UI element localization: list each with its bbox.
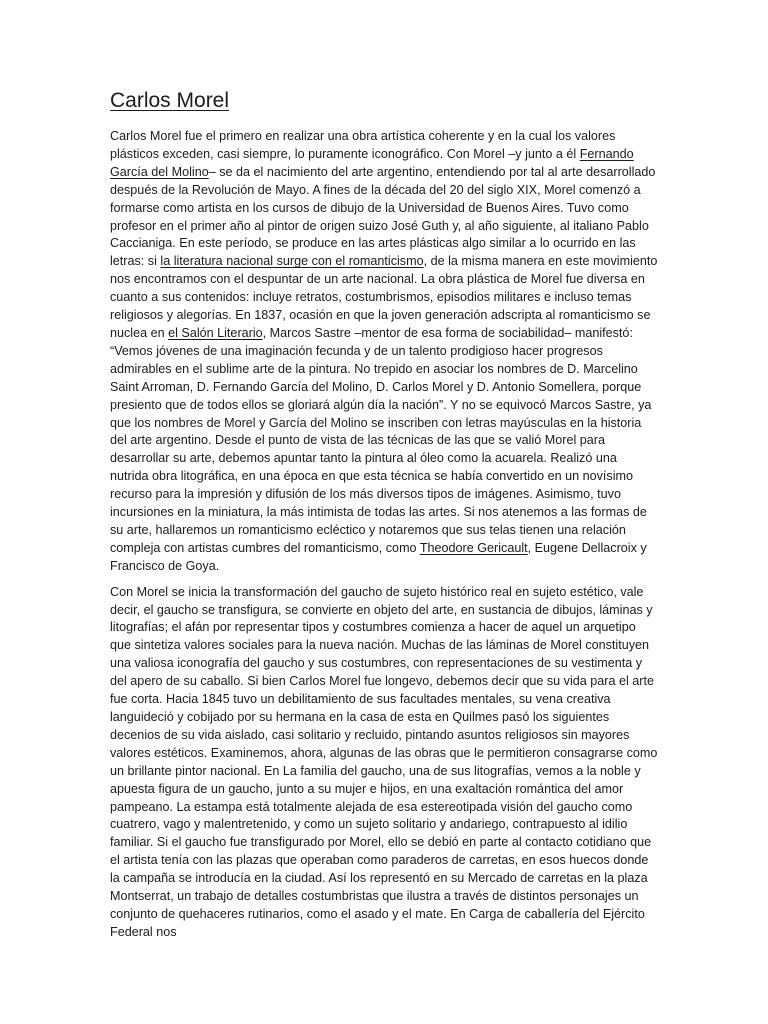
paragraph-1-text-5: , Eugene Dellacroix y Francisco de Goya. <box>110 540 647 573</box>
paragraph-1-text-2: – se da el nacimiento del arte argentino, entendiendo por tal al arte desarrollado después de la Revolución de Mayo. A fines de la década del 20 del siglo XIX, Morel comenzó a formarse como artista en los cursos de dibujo de la Universidad de Buenos Aires. Tuvo como profesor en el primer año al pintor de origen suizo José Guth y, al año siguiente, al italiano Pablo Caccianiga. En este período, se produce en las artes plásticas algo similar a lo ocurrido en las letras: si <box>110 164 656 269</box>
page-title: Carlos Morel <box>110 89 230 112</box>
link-fernando-garcia-del-molino[interactable]: Fernando García del Molino <box>110 146 634 179</box>
document-page <box>110 88 658 950</box>
paragraph-1-text-4: , Marcos Sastre –mentor de esa forma de sociabilidad– manifestó: “Vemos jóvenes de una imaginación fecunda y de un talento prodigioso hacer progresos admirables en el sublime arte de la pintura. No trepido en asociar los nombres de D. Marcelino Saint Arroman, D. Fernando García del Molino, D. Carlos Morel y D. Antonio Somellera, porque presiento que de todos ellos se gloriará algún día la nación”. Y no se equivocó Marcos Sastre, ya que los nombres de Morel y García del Molino se inscriben con letras mayúsculas en la historia del arte argentino. Desde el punto de vista de las técnicas de las que se valió Morel para desarrollar su arte, debemos apuntar tanto la pintura al óleo como la acuarela. Realizó una nutrida obra litográfica, en una época en que esta técnica se había convertido en un novísimo recurso para la impresión y difusión de los más diversos tipos de imágenes. Asimismo, tuvo incursiones en la miniatura, la más intimista de todas las artes. Si nos atenemos a las formas de su arte, hallaremos un romanticismo ecléctico y notaremos que sus telas tienen una relación compleja con artistas cumbres del romanticismo, como <box>110 325 652 555</box>
link-salon-literario[interactable]: el Salón Literario <box>168 325 263 340</box>
paragraph-1 <box>110 128 658 576</box>
link-literatura-nacional-romanticismo[interactable]: la literatura nacional surge con el romanticismo <box>160 254 424 269</box>
paragraph-1-text-3: , de la misma manera en este movimiento nos encontramos con el despuntar de un arte nacional. La obra plástica de Morel fue diversa en cuanto a sus contenidos: incluye retratos, costumbrismos, episodios militares e incluso temas religiosos y alegorías. En 1837, ocasión en que la joven generación adscripta al romanticismo se nuclea en <box>110 254 658 340</box>
paragraph-2: Con Morel se inicia la transformación del gaucho de sujeto histórico real en sujeto estético, vale decir, el gaucho se transfigura, se convierte en objeto del arte, en sustancia de dibujos, láminas y litografías; el afán por representar tipos y costumbres comienza a hacer de aquel un arquetipo que sintetiza valores sociales para la nueva nación. Muchas de las láminas de Morel constituyen una valiosa iconografía del gaucho y sus costumbres, con representaciones de su vestimenta y del apero de su caballo. Si bien Carlos Morel fue longevo, debemos decir que su vida para el arte fue corta. Hacia 1845 tuvo un debilitamiento de sus facultades mentales, su vena creativa languideció y cobijado por su hermana en la casa de esta en Quilmes pasó los siguientes decenios de su vida aislado, casi solitario y recluido, pintando asuntos religiosos sin mayores valores estéticos. Examinemos, ahora, algunas de las obras que le permitieron consagrarse como un brillante pintor nacional. En La familia del gaucho, una de sus litografías, vemos a la noble y apuesta figura de un gaucho, junto a su mujer e hijos, en una exaltación romántica del amor pampeano. La estampa está totalmente alejada de esa estereotipada visión del gaucho como cuatrero, vago y malentretenido, y como un sujeto solitario y andariego, contrapuesto al idilio familiar. Si el gaucho fue transfigurado por Morel, ello se debió en parte al contacto cotidiano que el artista tenía con las plazas que operaban como paraderos de carretas, en esos huecos donde la campaña se introducía en la ciudad. Así los representó en su Mercado de carretas en la plaza Montserrat, un trabajo de detalles costumbristas que ilustra a través de distintos personajes un conjunto de quehaceres rutinarios, como el asado y el mate. En Carga de caballería del Ejército Federal nos <box>110 584 658 939</box>
link-theodore-gericault[interactable]: Theodore Gericault <box>419 540 528 555</box>
paragraph-1-text-1: Carlos Morel fue el primero en realizar una obra artística coherente y en la cual los valores plásticos exceden, casi siempre, lo puramente iconográfico. Con Morel –y junto a él <box>110 129 616 161</box>
